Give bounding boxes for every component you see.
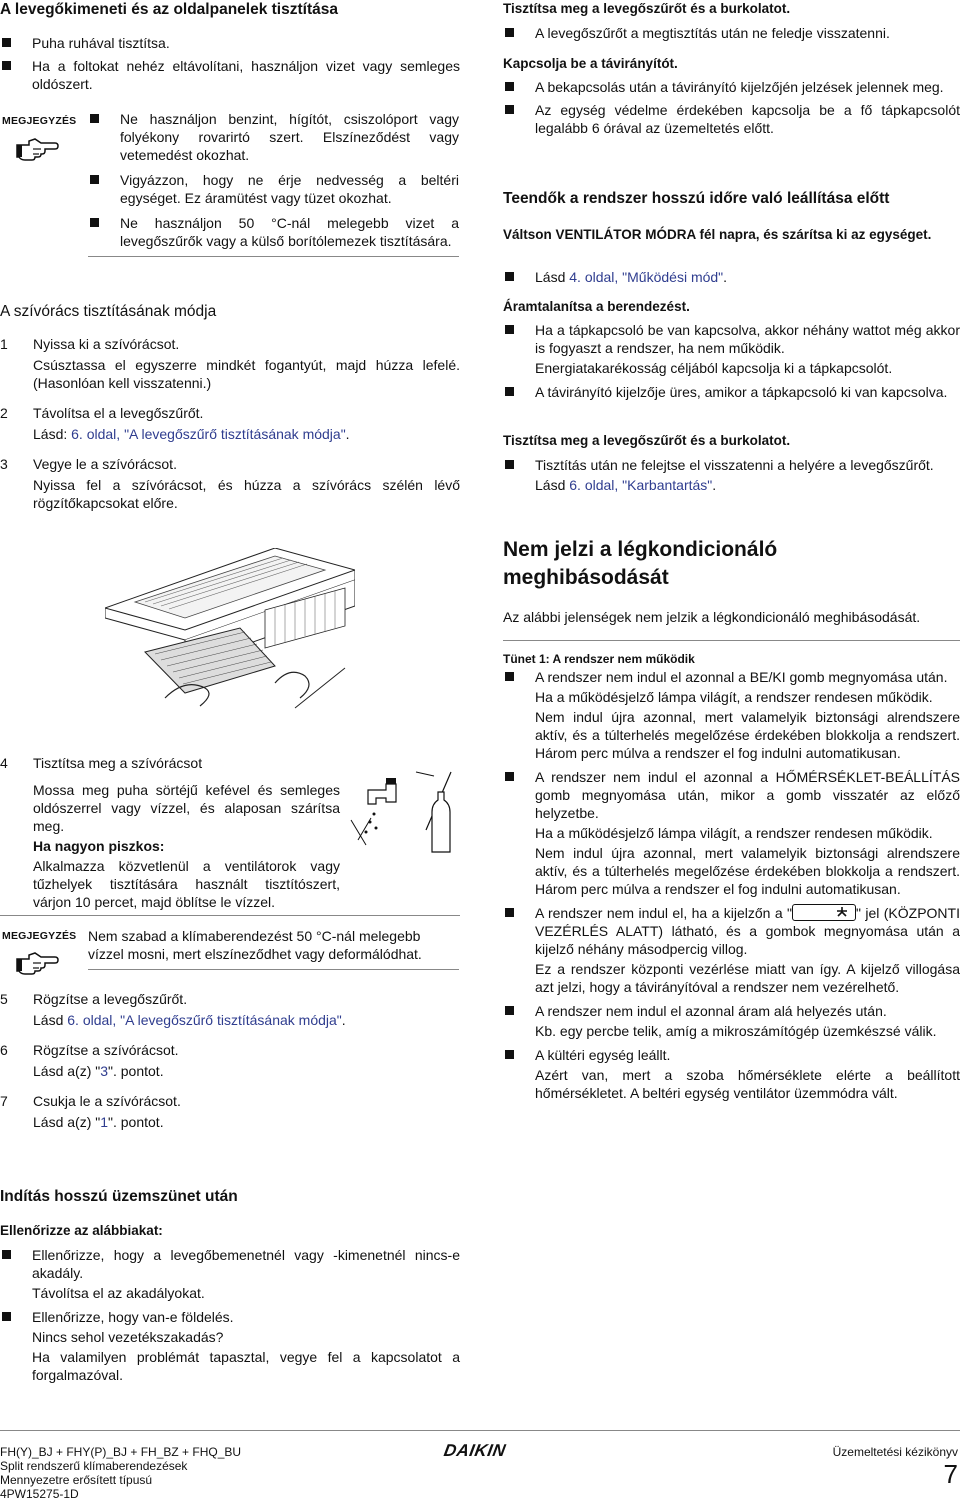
steps-5-7 [0, 990, 460, 1131]
note-box: Nem szabad a klímaberendezést 50 °C-nál melegebb vízzel mosni, mert elszíneződhet vagy deformálódhat. [88, 927, 459, 970]
step-3: 3 Vegye le a szívórácsot. Nyissa fel a szívórácsot, és húzza a szívórács szélén lévő rögzítőkapcsokat előre. [0, 456, 460, 511]
list-item: A rendszer nem indul el azonnal a HŐMÉRSÉKLET-BEÁLLÍTÁS gomb megnyomása után, mikor a gomb visszatér az előző helyzetbe. Ha a működésjelző lámpa világít, a rendszer rendesen működik. Nem indul újra azonnal, mert valamelyik biztonsági alrendszere aktív, és a túlterhelés megelőzése érdekében blokkolja a rendszert. Három perc múlva a rendszer el fog indulni automatikusan. [503, 768, 960, 898]
document-code: 4PW15275-1D [0, 1487, 79, 1501]
list-item: Tisztítás után ne felejtse el visszatenni a helyére a levegőszűrőt. Lásd 6. oldal, "Karbantartás". [503, 456, 960, 494]
list-item: Ellenőrizze, hogy a levegőbemenetnél vagy -kimenetnél nincs-e akadály. Távolítsa el az akadályokat. [0, 1246, 460, 1302]
list-item: A levegőszűrőt a megtisztítás után ne feledje visszatenni. [503, 24, 960, 42]
list-item: A rendszer nem indul el azonnal a BE/KI gomb megnyomása után. Ha a működésjelző lámpa világít, a rendszer rendesen működik. Nem indul újra azonnal, mert valamelyik biztonsági alrendszere aktív, és a túlterhelés megelőzése érdekében blokkolja a rendszert. Három perc múlva a rendszer el fog indulni automatikusan. [503, 668, 960, 762]
page-reference-link[interactable]: 4. oldal, "Működési mód" [569, 269, 724, 285]
step-1: 1 Nyissa ki a szívórácsot. Csúsztassa el egyszerre mindkét fogantyút, majd húzza lefelé. (Hasonlóan kell visszatenni.) [0, 336, 460, 391]
pointing-hand-icon [15, 947, 59, 977]
heading: Tisztítsa meg a levegőszűrőt és a burkolatot. [503, 433, 791, 448]
ceiling-unit-illustration [105, 548, 355, 718]
list-item: A rendszer nem indul el azonnal áram alá helyezés után. Kb. egy percbe telik, amíg a mikroszámítógép üzemkészsé válik. [503, 1002, 960, 1040]
list-item: A bekapcsolás után a távirányító kijelzőjén jelzések jelennek meg. [503, 78, 960, 96]
list-item: Ne használjon 50 °C-nál melegebb vizet a levegőszűrők vagy a külső borítólemezek tisztítására. [88, 214, 459, 250]
list-item: Puha ruhával tisztítsa. [0, 34, 460, 52]
list-item: Ha a foltokat nehéz eltávolítani, használjon vizet vagy semleges oldószert. [0, 57, 460, 93]
note-label: MEGJEGYZÉS [2, 115, 77, 127]
section-title-not-malfunction: Nem jelzi a légkondicionáló meghibásodását [503, 538, 778, 589]
divider [0, 915, 460, 916]
section-title-shutdown: Teendők a rendszer hosszú időre való leállítása előtt [503, 190, 890, 207]
step-reference-link[interactable]: 3 [100, 1063, 109, 1079]
heading: Váltson VENTILÁTOR MÓDRA fél napra, és szárítsa ki az egységet. [503, 227, 932, 242]
outlet-cleaning-list [0, 34, 460, 93]
footer-divider [0, 1430, 960, 1431]
list-item: Vigyázzon, hogy ne érje nedvesség a beltéri egységet. Ez áramütést vagy tüzet okozhat. [88, 171, 459, 207]
list-item: Ne használjon benzint, hígítót, csiszolóport vagy folyékony rovarirtó szert. Elszíneződést vagy vetemedést okozhat. [88, 110, 459, 164]
step-reference-link[interactable]: 1 [100, 1114, 109, 1130]
heading: Tisztítsa meg a levegőszűrőt és a burkolatot. [503, 1, 791, 16]
step-4: 4 Tisztítsa meg a szívórácsot Mossa meg puha sörtéjű kefével és semleges oldószerrel vagy vízzel, és alaposan szárítsa meg. Ha nagyon piszkos: Alkalmazza közvetlenül a ventilátorok vagy tűzhelyek tisztítására használt tisztítószert, várjon 10 percet, majd öblítse le vízzel. [0, 755, 340, 910]
heading: Áramtalanítsa a berendezést. [503, 299, 690, 314]
list-item: Ellenőrizze, hogy van-e földelés. Nincs sehol vezetékszakadás? Ha valamilyen problémát tapasztal, vegye fel a kapcsolatot a forgalmazóval. [0, 1308, 460, 1384]
symptom-list [503, 668, 960, 1102]
daikin-logo: DAIKIN [442, 1441, 508, 1460]
steps-1-3 [0, 335, 460, 512]
page-reference-link[interactable]: 6. oldal, "A levegőszűrő tisztításának módja" [67, 1012, 342, 1028]
water-tap-detergent-illustration [346, 770, 466, 860]
list-item: A távirányító kijelzője üres, amikor a tápkapcsoló ki van kapcsolva. [503, 383, 960, 401]
intro-text: Az alábbi jelenségek nem jelzik a légkondicionáló meghibásodását. [503, 609, 921, 625]
step-7: 7 Csukja le a szívórácsot. Lásd a(z) "1". pontot. [0, 1093, 181, 1130]
page-number: 7 [943, 1459, 958, 1489]
page-reference-link[interactable]: 6. oldal, "A levegőszűrő tisztításának módja" [71, 426, 346, 442]
section-title-outlet-cleaning: A levegőkimeneti és az oldalpanelek tisztítása [0, 1, 338, 18]
list-item: A rendszer nem indul el, ha a kijelzőn a " " jel (KÖZPONTI VEZÉRLÉS ALATT) látható, és a gombok megnyomása után a kijelző néhány másodpercig villog. Ez a rendszer központi vezérlése miatt van így. A kijelző villogása azt jelzi, hogy a távirányítóval a rendszer nem vezérelhető. [503, 904, 960, 996]
divider [503, 640, 960, 641]
section-title-restart: Indítás hosszú üzemszünet után [0, 1188, 238, 1205]
step-5: 5 Rögzítse a levegőszűrőt. Lásd 6. oldal, "A levegőszűrő tisztításának módja". [0, 991, 346, 1028]
step-6: 6 Rögzítse a szívórácsot. Lásd a(z) "3". pontot. [0, 1042, 179, 1079]
model-name: FH(Y)_BJ + FHY(P)_BJ + FH_BZ + FHQ_BU [0, 1445, 242, 1459]
pointing-hand-icon [15, 133, 59, 163]
note-box [88, 110, 459, 257]
heading: Kapcsolja be a távirányítót. [503, 56, 678, 71]
footer-left: FH(Y)_BJ + FHY(P)_BJ + FH_BZ + FHQ_BU Split rendszerű klímaberendezések Mennyezetre erősített típusú 4PW15275-1D [0, 1445, 242, 1501]
central-control-symbol-icon [835, 906, 849, 918]
central-control-display-icon [792, 904, 856, 921]
list-item: Lásd 4. oldal, "Működési mód". [503, 268, 960, 286]
list-item: Az egység védelme érdekében kapcsolja be a fő tápkapcsolót legalább 6 órával az üzemeltetés előtt. [503, 101, 960, 137]
manual-title: Üzemeltetési kézikönyv [832, 1445, 958, 1459]
list-item: A kültéri egység leállt. Azért van, mert a szoba hőmérséklete elérte a beállított hőmérsékletet. A beltéri egység ventilátor üzemmódra vált. [503, 1046, 960, 1102]
note-label: MEGJEGYZÉS [2, 930, 77, 942]
list-item: Ha a tápkapcsoló be van kapcsolva, akkor néhány wattot még akkor is fogyaszt a rendszer, ha nem működik. Energiatakarékosság céljából kapcsolja ki a tápkapcsolót. [503, 321, 960, 377]
symptom-heading: Tünet 1: A rendszer nem működik [503, 652, 695, 666]
restart-subtitle: Ellenőrizze az alábbiakat: [0, 1223, 163, 1238]
restart-checklist [0, 1246, 460, 1384]
page-reference-link[interactable]: 6. oldal, "Karbantartás" [569, 477, 713, 493]
step-2: 2 Távolítsa el a levegőszűrőt. Lásd: 6. oldal, "A levegőszűrő tisztításának módja". [0, 405, 350, 442]
section-title-grille-cleaning: A szívórács tisztításának módja [0, 303, 217, 320]
